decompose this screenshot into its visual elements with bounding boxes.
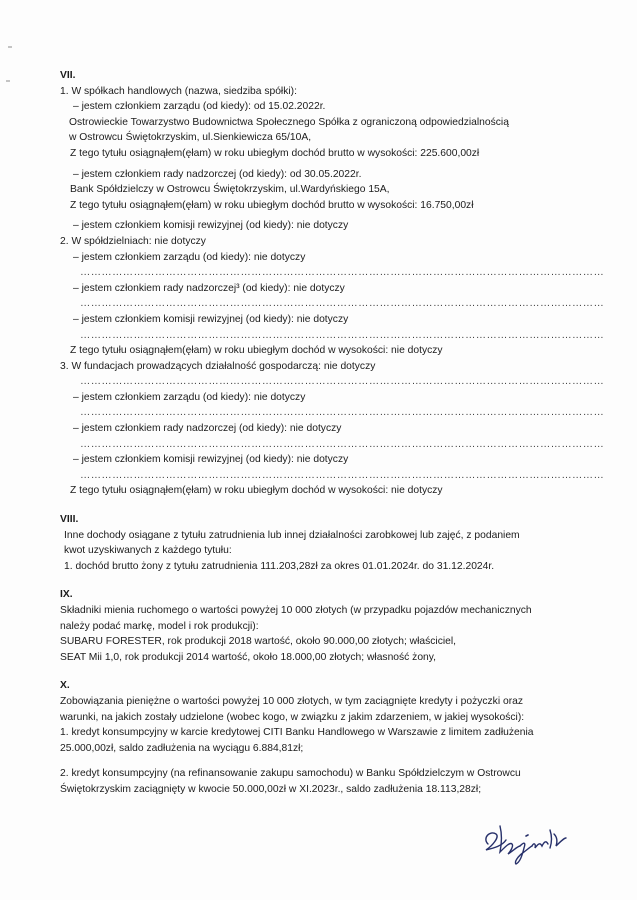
liabilities-description-cont: warunki, na jakich zostały udzielone (wobec kogo, w związku z jakim zdarzeniem, w jakiej wysokości): (60, 711, 525, 723)
foundation-audit-line: – jestem członkiem komisji rewizyjnej (od kiedy): nie dotyczy (73, 454, 349, 466)
scan-mark (6, 80, 10, 82)
foundation-board-line: – jestem członkiem zarządu (od kiedy): nie dotyczy (73, 391, 306, 403)
section-heading-ix: IX. (60, 589, 73, 601)
audit-committee-line: – jestem członkiem komisji rewizyjnej (od kiedy): nie dotyczy (73, 220, 349, 232)
credit-item-cont: Świętokrzyskim zaciągnięty w kwocie 50.000,00zł w XI.2023r., saldo zadłużenia 18.113,28zł; (60, 783, 482, 795)
section-heading-x: X. (60, 680, 70, 692)
dotted-fill-line: ………………………………………………………………………………………………………………………………… (80, 267, 605, 279)
movable-property-description: Składniki mienia ruchomego o wartości powyżej 10 000 złotych (w przypadku pojazdów mechanicznych (60, 605, 532, 616)
spouse-income-item: 1. dochód brutto żony z tytułu zatrudnienia 111.203,28zł za okres 01.01.2024r. do 31.12.2024r. (64, 560, 495, 572)
vehicle-item: SUBARU FORESTER, rok produkcji 2018 wartość, około 90.000,00 złotych; właściciel, (60, 636, 457, 648)
section-heading-viii: VIII. (60, 514, 79, 526)
dotted-fill-line: ………………………………………………………………………………………………………………………………… (80, 438, 605, 450)
section-heading-vii: VII. (60, 70, 76, 81)
dotted-fill-line: ………………………………………………………………………………………………………………………………… (80, 329, 605, 341)
supervisory-board-line: – jestem członkiem rady nadzorczej (od kiedy): od 30.05.2022r. (73, 168, 362, 180)
movable-property-description-cont: należy podać markę, model i rok produkcji): (60, 620, 259, 632)
foundation-supervisory-line: – jestem członkiem rady nadzorczej (od kiedy): nie dotyczy (73, 423, 342, 435)
foundations-heading: 3. W fundacjach prowadzących działalność gospodarczą: nie dotyczy (60, 360, 376, 372)
credit-item: 1. kredyt konsumpcyjny w karcie kredytowej CITI Banku Handlowego w Warszawie z limitem zadłużenia (60, 727, 534, 739)
signature-drawing (480, 816, 570, 866)
other-income-description: Inne dochody osiągane z tytułu zatrudnienia lub innej działalności zarobkowej lub zajęć, z podaniem (64, 529, 520, 541)
dotted-fill-line: ………………………………………………………………………………………………………………………………… (80, 469, 605, 481)
company-income-line: Z tego tytułu osiągnąłem(ęłam) w roku ubiegłym dochód brutto w wysokości: 225.600,00zł (70, 147, 480, 159)
coop-income-line: Z tego tytułu osiągnąłem(ęłam) w roku ubiegłym dochód w wysokości: nie dotyczy (70, 345, 443, 357)
coop-audit-line: – jestem członkiem komisji rewizyjnej (od kiedy): nie dotyczy (73, 313, 349, 325)
coop-supervisory-line: – jestem członkiem rady nadzorczej³ (od kiedy): nie dotyczy (73, 282, 345, 294)
bank-name-line: Bank Spółdzielczy w Ostrowcu Świętokrzyskim, ul.Wardyńskiego 15A, (70, 184, 390, 196)
commercial-companies-heading: 1. W spółkach handlowych (nazwa, siedziba spółki): (60, 85, 297, 97)
foundation-income-line: Z tego tytułu osiągnąłem(ęłam) w roku ubiegłym dochód w wysokości: nie dotyczy (70, 485, 443, 497)
handwritten-signature (480, 816, 570, 866)
dotted-fill-line: ………………………………………………………………………………………………………………………………… (80, 407, 605, 419)
credit-item-cont: 25.000,00zł, saldo zadłużenia na wyciągu 6.884,81zł; (60, 742, 304, 754)
dotted-fill-line: ………………………………………………………………………………………………………………………………… (80, 376, 605, 388)
credit-item: 2. kredyt konsumpcyjny (na refinansowanie zakupu samochodu) w Banku Spółdzielczym w Ostrowcu (60, 768, 521, 780)
bank-income-line: Z tego tytułu osiągnąłem(ęłam) w roku ubiegłym dochód brutto w wysokości: 16.750,00zł (70, 199, 474, 211)
board-member-line: – jestem członkiem zarządu (od kiedy): od 15.02.2022r. (73, 101, 326, 113)
dotted-fill-line: ………………………………………………………………………………………………………………………………… (80, 298, 605, 310)
scan-mark (8, 46, 12, 48)
document-body (60, 68, 620, 798)
company-name-line: Ostrowieckie Towarzystwo Budownictwa Społecznego Spółka z ograniczoną odpowiedzialnością (69, 116, 509, 128)
company-address-line: w Ostrowcu Świętokrzyskim, ul.Sienkiewicza 65/10A, (69, 132, 312, 144)
liabilities-description: Zobowiązania pieniężne o wartości powyżej 10 000 złotych, w tym zaciągnięte kredyty i pożyczki oraz (60, 695, 524, 707)
coop-board-line: – jestem członkiem zarządu (od kiedy): nie dotyczy (73, 251, 306, 263)
vehicle-item: SEAT Mii 1,0, rok produkcji 2014 wartość, około 18.000,00 złotych; własność żony, (60, 651, 437, 663)
cooperatives-heading: 2. W spółdzielniach: nie dotyczy (60, 235, 206, 247)
other-income-description-cont: kwot uzyskiwanych z każdego tytułu: (64, 545, 232, 557)
